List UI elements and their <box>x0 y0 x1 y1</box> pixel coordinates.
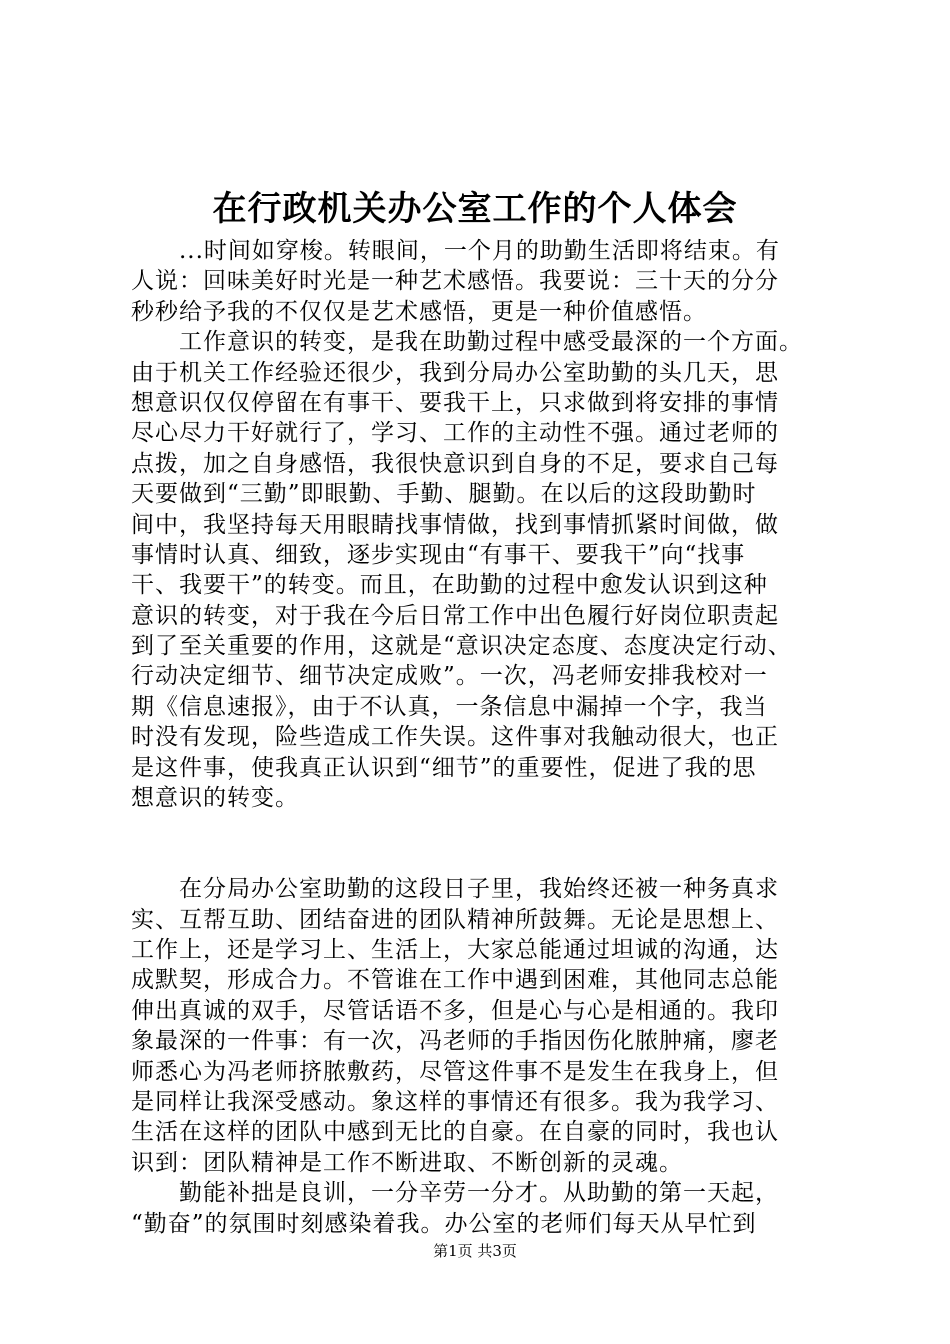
text-line: 想意识的转变。 <box>131 785 299 812</box>
text-line: 尽心尽力干好就行了，学习、工作的主动性不强。通过老师的 <box>131 420 779 447</box>
page-footer: 第1页 共3页 <box>433 1242 517 1260</box>
text-line: 时没有发现，险些造成工作失误。这件事对我触动很大，也正 <box>131 724 779 751</box>
text-line: 是这件事，使我真正认识到“细节”的重要性，促进了我的思 <box>131 754 757 781</box>
text-line <box>131 844 835 874</box>
text-line: 生活在这样的团队中感到无比的自豪。在自豪的同时，我也认 <box>131 1119 779 1146</box>
text-line <box>131 813 835 843</box>
text-line: 事情时认真、细致，逐步实现由“有事干、要我干”向“找事 <box>131 541 746 568</box>
text-line: 象最深的一件事：有一次，冯老师的手指因伤化脓肿痛，廖老 <box>131 1028 779 1055</box>
paragraph-1 <box>131 236 835 327</box>
text-line: 由于机关工作经验还很少，我到分局办公室助勤的头几天，思 <box>131 359 779 386</box>
text-line: 想意识仅仅停留在有事干、要我干上，只求做到将安排的事情 <box>131 389 779 416</box>
paragraph-2 <box>131 327 835 874</box>
text-line: 勤能补拙是良训，一分辛劳一分才。从助勤的第一天起， <box>131 1180 779 1207</box>
text-line: 行动决定细节、细节决定成败”。一次，冯老师安排我校对一 <box>131 663 768 690</box>
text-line: 识到：团队精神是工作不断进取、不断创新的灵魂。 <box>131 1149 683 1176</box>
text-line: 工作上，还是学习上、生活上，大家总能通过坦诚的沟通，达 <box>131 936 779 963</box>
paragraph-4 <box>131 1178 835 1239</box>
text-line: 是同样让我深受感动。象这样的事情还有很多。我为我学习、 <box>131 1088 779 1115</box>
text-line: 工作意识的转变，是我在助勤过程中感受最深的一个方面。 <box>131 329 803 356</box>
text-line: 成默契，形成合力。不管谁在工作中遇到困难，其他同志总能 <box>131 967 779 994</box>
text-line: 意识的转变，对于我在今后日常工作中出色履行好岗位职责起 <box>131 602 779 629</box>
text-line: 人说：回味美好时光是一种艺术感悟。我要说：三十天的分分 <box>131 268 779 295</box>
text-line: 在分局办公室助勤的这段日子里，我始终还被一种务真求 <box>131 876 779 903</box>
text-line: 实、互帮互助、团结奋进的团队精神所鼓舞。无论是思想上、 <box>131 906 779 933</box>
text-line: 期《信息速报》，由于不认真，一条信息中漏掉一个字，我当 <box>131 693 768 720</box>
page-title: 在行政机关办公室工作的个人体会 <box>212 189 738 229</box>
text-line: 伸出真诚的双手，尽管话语不多，但是心与心是相通的。我印 <box>131 997 779 1024</box>
text-line: ...时间如穿梭。转眼间，一个月的助勤生活即将结束。有 <box>131 238 780 264</box>
text-line: 到了至关重要的作用，这就是“意识决定态度、态度决定行动、 <box>131 633 792 660</box>
paragraph-3 <box>131 874 835 1178</box>
text-line: 点拨，加之自身感悟，我很快意识到自身的不足，要求自己每 <box>131 450 779 477</box>
text-line: 天要做到“三勤”即眼勤、手勤、腿勤。在以后的这段助勤时 <box>131 481 757 508</box>
text-line: 干、我要干”的转变。而且，在助勤的过程中愈发认识到这种 <box>131 572 768 599</box>
text-line: 师悉心为冯老师挤脓敷药，尽管这件事不是发生在我身上，但 <box>131 1058 779 1085</box>
document-body <box>131 236 835 1239</box>
text-line: 秒秒给予我的不仅仅是艺术感悟，更是一种价值感悟。 <box>131 298 707 325</box>
text-line: 间中，我坚持每天用眼睛找事情做，找到事情抓紧时间做，做 <box>131 511 779 538</box>
text-line: “勤奋”的氛围时刻感染着我。办公室的老师们每天从早忙到 <box>131 1210 757 1237</box>
